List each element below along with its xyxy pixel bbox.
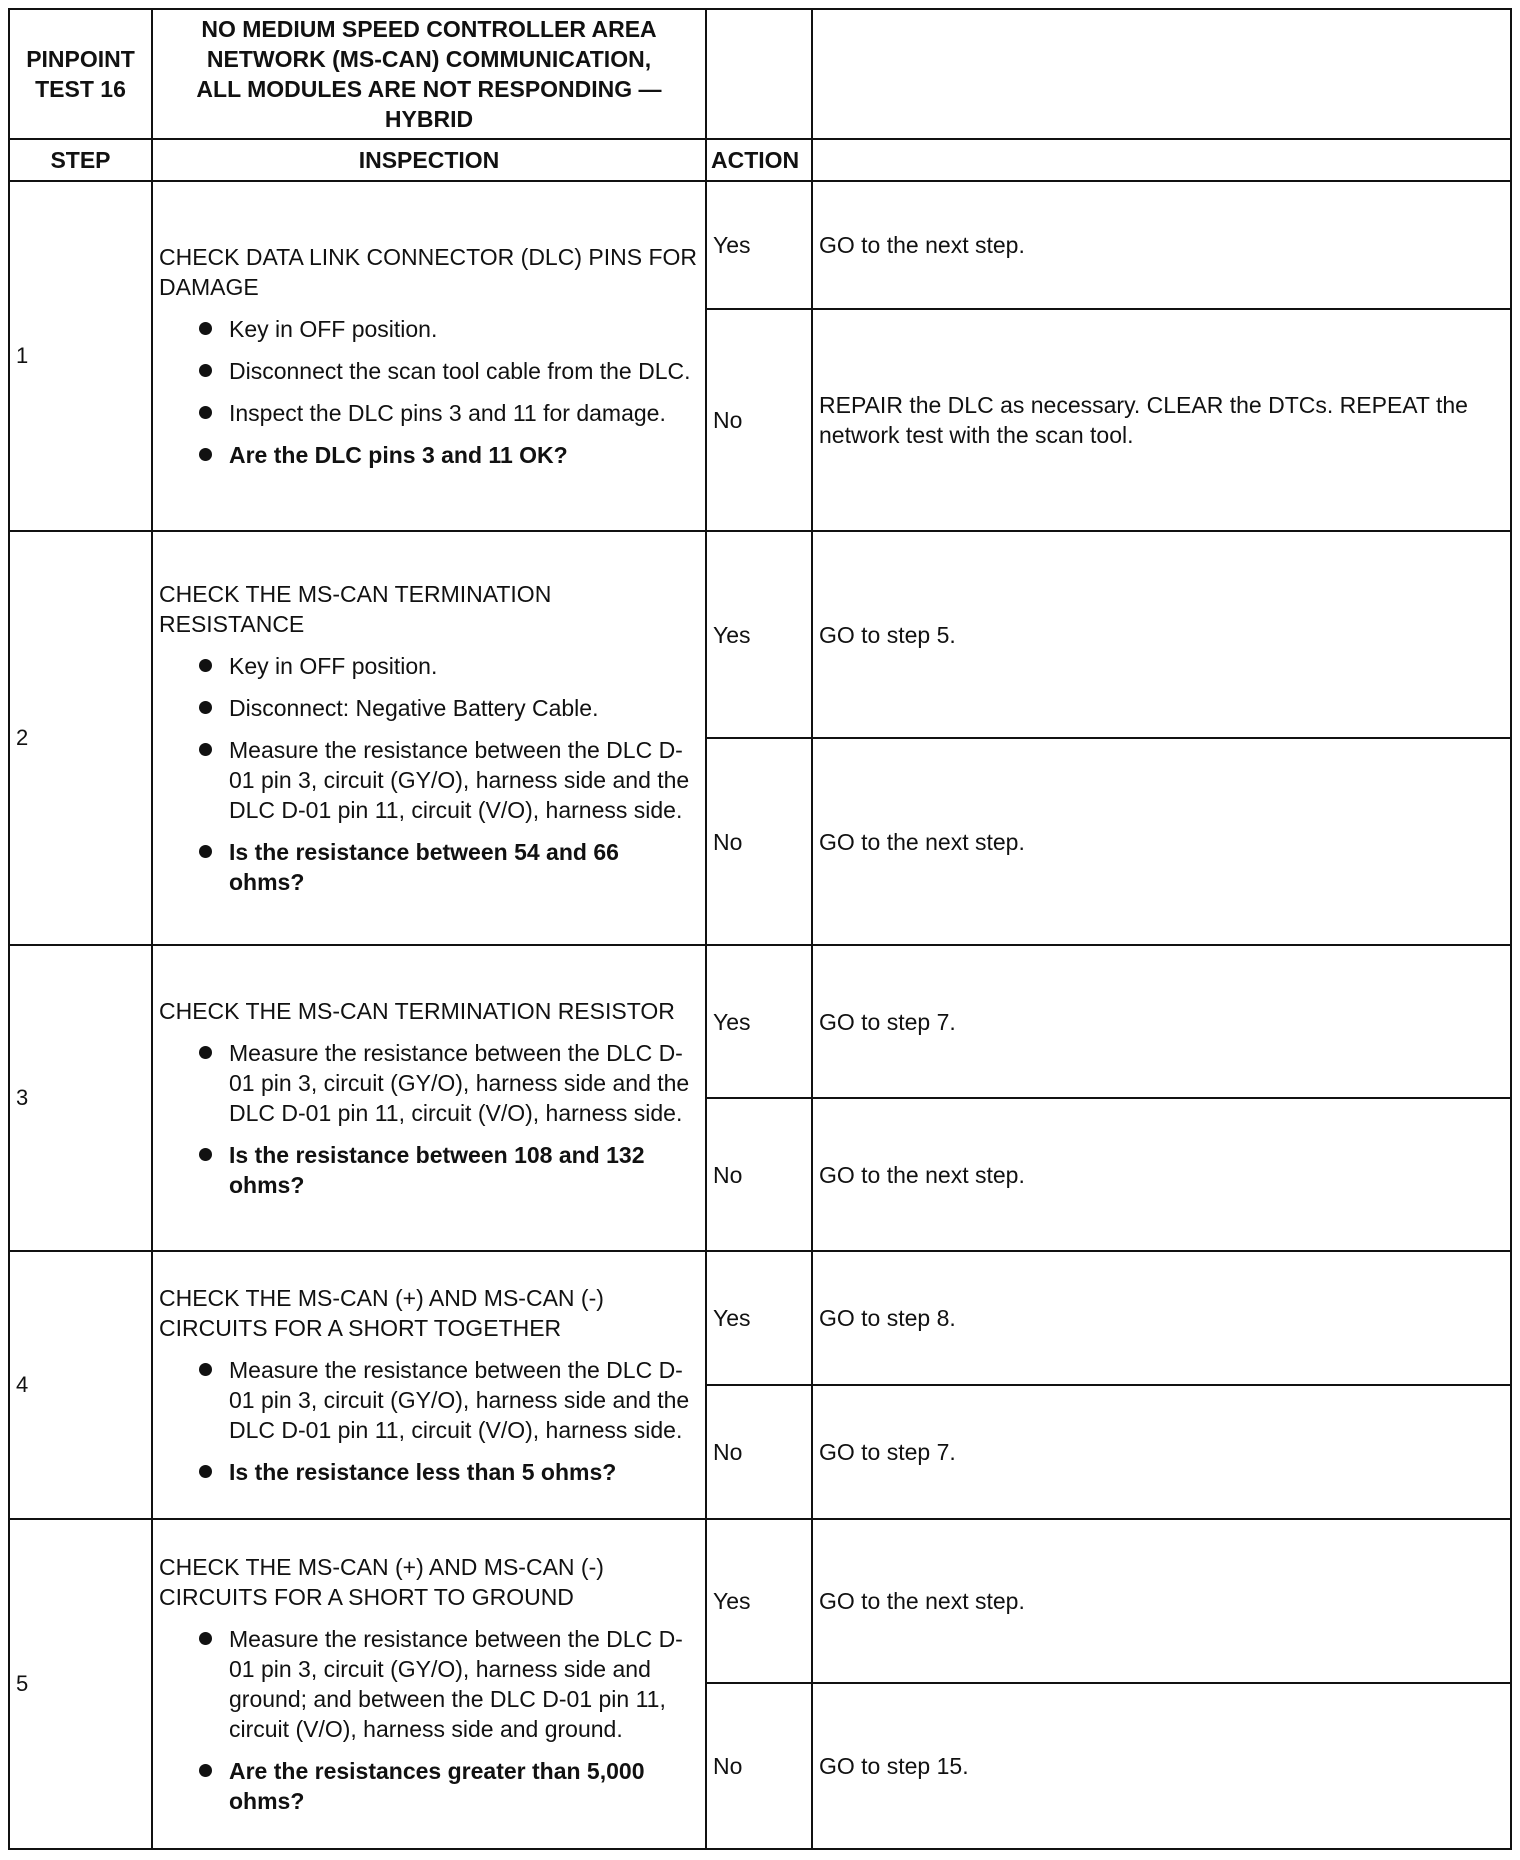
inspection-bullet — [199, 314, 699, 344]
inspection-bullet-list — [159, 1355, 699, 1487]
inspection-cell — [152, 531, 706, 945]
action-yes: GO to step 7. — [812, 945, 1511, 1098]
inspection-question-text: Is the resistance between 54 and 66 ohms? — [229, 839, 619, 895]
bullet-dot-icon — [199, 322, 212, 335]
inspection-bullet-text: Measure the resistance between the DLC D-01 pin 3, circuit (GY/O), harness side and the DLC D-01 pin 11, circuit (V/O), harness side. — [229, 1040, 690, 1126]
test-title-line: ALL MODULES ARE NOT RESPONDING — — [196, 76, 662, 102]
step-row-yes — [9, 945, 1511, 1098]
step-number: 3 — [9, 945, 152, 1251]
inspection-bullet — [199, 1624, 699, 1744]
inspection-bullet — [199, 735, 699, 825]
bullet-dot-icon — [199, 1632, 212, 1645]
step-number: 2 — [9, 531, 152, 945]
test-title-line: HYBRID — [384, 106, 474, 132]
bullet-dot-icon — [199, 1363, 212, 1376]
inspection-bullet — [199, 398, 699, 428]
action-no: GO to the next step. — [812, 738, 1511, 945]
bullet-dot-icon — [199, 406, 212, 419]
action-yes: GO to step 8. — [812, 1251, 1511, 1385]
step-number: 1 — [9, 181, 152, 531]
column-header-empty — [812, 139, 1511, 181]
action-no: REPAIR the DLC as necessary. CLEAR the DTCs. REPEAT the network test with the scan tool. — [812, 309, 1511, 531]
inspection-bullet-list — [159, 314, 699, 470]
inspection-bullet-list — [159, 651, 699, 897]
inspection-question — [199, 1457, 699, 1487]
inspection-title: CHECK THE MS-CAN (+) AND MS-CAN (-) CIRCUITS FOR A SHORT TOGETHER — [159, 1285, 604, 1341]
steps-body — [9, 181, 1511, 1849]
test-title — [152, 9, 706, 139]
step-number: 5 — [9, 1519, 152, 1849]
answer-no: No — [706, 1098, 812, 1251]
inspection-bullet — [199, 1038, 699, 1128]
inspection-question — [199, 1140, 699, 1200]
bullet-dot-icon — [199, 743, 212, 756]
inspection-bullet-text: Measure the resistance between the DLC D-01 pin 3, circuit (GY/O), harness side and ground; and between the DLC D-01 pin 11, circuit (V/O), harness side and ground. — [229, 1626, 683, 1742]
inspection-title: CHECK THE MS-CAN TERMINATION RESISTANCE — [159, 581, 552, 637]
inspection-bullet-text: Measure the resistance between the DLC D-01 pin 3, circuit (GY/O), harness side and the DLC D-01 pin 11, circuit (V/O), harness side. — [229, 737, 690, 823]
bullet-dot-icon — [199, 1148, 212, 1161]
pinpoint-test-table — [8, 8, 1512, 1850]
inspection-question-text: Are the DLC pins 3 and 11 OK? — [229, 442, 568, 468]
pinpoint-test-sheet — [8, 8, 1510, 1856]
inspection-question — [199, 837, 699, 897]
inspection-bullet — [199, 693, 699, 723]
inspection-bullet-text: Inspect the DLC pins 3 and 11 for damage. — [229, 400, 666, 426]
step-row-yes — [9, 531, 1511, 738]
inspection-cell — [152, 181, 706, 531]
answer-no: No — [706, 1385, 812, 1519]
inspection-title: CHECK THE MS-CAN (+) AND MS-CAN (-) CIRCUITS FOR A SHORT TO GROUND — [159, 1554, 604, 1610]
bullet-dot-icon — [199, 364, 212, 377]
inspection-bullet-text: Measure the resistance between the DLC D-01 pin 3, circuit (GY/O), harness side and the DLC D-01 pin 11, circuit (V/O), harness side. — [229, 1357, 690, 1443]
action-no: GO to the next step. — [812, 1098, 1511, 1251]
answer-no: No — [706, 738, 812, 945]
bullet-dot-icon — [199, 1764, 212, 1777]
column-header-step: STEP — [9, 139, 152, 181]
column-header-inspection: INSPECTION — [152, 139, 706, 181]
inspection-question-text: Are the resistances greater than 5,000 ohms? — [229, 1758, 645, 1814]
inspection-bullet — [199, 651, 699, 681]
test-number-line: TEST 16 — [35, 76, 126, 102]
inspection-bullet-list — [159, 1038, 699, 1200]
answer-no: No — [706, 309, 812, 531]
bullet-dot-icon — [199, 701, 212, 714]
inspection-bullet-text: Key in OFF position. — [229, 316, 438, 342]
column-header-action: ACTION — [706, 139, 812, 181]
answer-yes: Yes — [706, 945, 812, 1098]
action-yes: GO to the next step. — [812, 181, 1511, 309]
inspection-question — [199, 440, 699, 470]
answer-yes: Yes — [706, 1519, 812, 1683]
inspection-title: CHECK DATA LINK CONNECTOR (DLC) PINS FOR DAMAGE — [159, 244, 698, 300]
test-title-line: NETWORK (MS-CAN) COMMUNICATION, — [206, 46, 652, 72]
step-row-yes — [9, 1519, 1511, 1683]
answer-no: No — [706, 1683, 812, 1849]
inspection-question — [199, 1756, 699, 1816]
step-row-yes — [9, 1251, 1511, 1385]
inspection-title: CHECK THE MS-CAN TERMINATION RESISTOR — [159, 998, 675, 1024]
answer-yes: Yes — [706, 531, 812, 738]
column-header-row — [9, 139, 1511, 181]
action-no: GO to step 7. — [812, 1385, 1511, 1519]
action-no: GO to step 15. — [812, 1683, 1511, 1849]
inspection-bullet-text: Key in OFF position. — [229, 653, 438, 679]
header-empty-cell — [812, 9, 1511, 139]
answer-yes: Yes — [706, 181, 812, 309]
test-title-line: NO MEDIUM SPEED CONTROLLER AREA — [201, 16, 657, 42]
inspection-bullet-text: Disconnect: Negative Battery Cable. — [229, 695, 599, 721]
inspection-bullet — [199, 1355, 699, 1445]
bullet-dot-icon — [199, 659, 212, 672]
pinpoint-test-label — [9, 9, 152, 139]
bullet-dot-icon — [199, 1046, 212, 1059]
answer-yes: Yes — [706, 1251, 812, 1385]
inspection-cell — [152, 1519, 706, 1849]
inspection-question-text: Is the resistance less than 5 ohms? — [229, 1459, 617, 1485]
step-number: 4 — [9, 1251, 152, 1519]
inspection-bullet-list — [159, 1624, 699, 1816]
pinpoint-label-line: PINPOINT — [26, 46, 135, 72]
bullet-dot-icon — [199, 448, 212, 461]
bullet-dot-icon — [199, 1465, 212, 1478]
inspection-bullet-text: Disconnect the scan tool cable from the DLC. — [229, 358, 691, 384]
inspection-bullet — [199, 356, 699, 386]
inspection-cell — [152, 945, 706, 1251]
bullet-dot-icon — [199, 845, 212, 858]
header-empty-cell — [706, 9, 812, 139]
step-row-yes — [9, 181, 1511, 309]
action-yes: GO to the next step. — [812, 1519, 1511, 1683]
inspection-cell — [152, 1251, 706, 1519]
action-yes: GO to step 5. — [812, 531, 1511, 738]
inspection-question-text: Is the resistance between 108 and 132 ohms? — [229, 1142, 645, 1198]
header-row — [9, 9, 1511, 139]
